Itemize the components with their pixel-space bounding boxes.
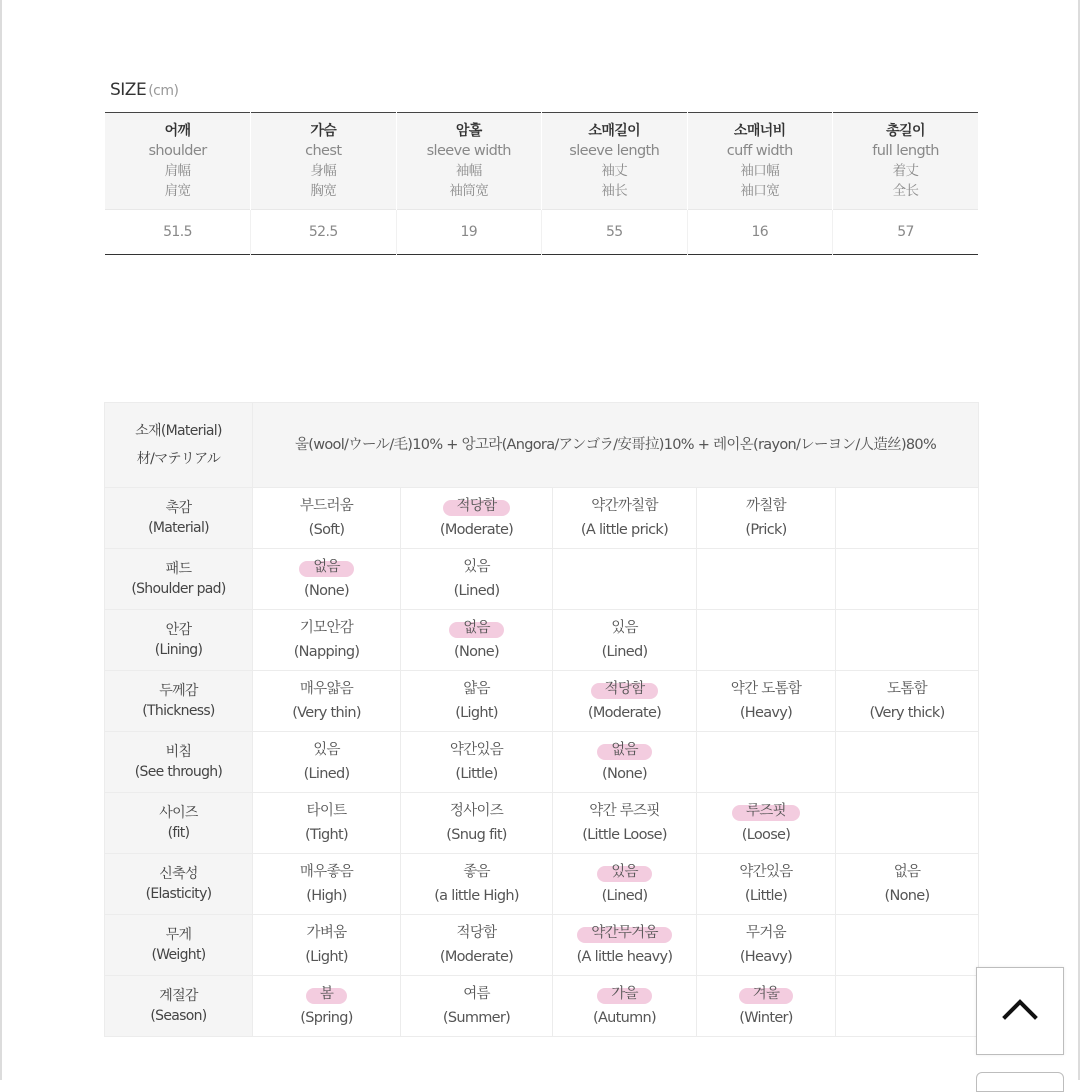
option-ko: 매우얇음	[299, 681, 354, 697]
attribute-row	[105, 671, 979, 732]
option-cell-selected	[401, 610, 553, 671]
option-cell-selected	[553, 854, 697, 915]
option-en: (Little Loose)	[582, 827, 667, 843]
option-en: (Very thin)	[292, 705, 361, 721]
option-en: (None)	[884, 888, 930, 904]
option-cell	[253, 488, 401, 549]
option-en: (Lined)	[601, 888, 648, 904]
attribute-row	[105, 488, 979, 549]
empty-cell	[836, 793, 979, 854]
option-en: (Autumn)	[592, 1010, 656, 1026]
attribute-label-ko: 사이즈	[159, 805, 198, 821]
header-ko: 암홀	[455, 123, 482, 139]
empty-cell	[836, 610, 979, 671]
attribute-label	[105, 854, 253, 915]
size-value-sleeve-width: 19	[396, 210, 542, 255]
option-ko: 타이트	[306, 803, 347, 819]
option-ko: 적당함	[599, 677, 651, 701]
option-ko: 도톰함	[887, 681, 927, 697]
option-ko: 약간무거움	[585, 921, 664, 945]
option-ko: 없음	[893, 864, 921, 880]
attribute-label-en: (Material)	[148, 520, 209, 536]
option-en: (A little prick)	[580, 522, 669, 538]
option-ko: 있음	[605, 860, 644, 884]
option-ko: 없음	[307, 555, 346, 579]
size-title-label: SIZE	[110, 80, 147, 100]
option-cell	[401, 793, 553, 854]
header-jp: 肩幅	[164, 163, 191, 179]
option-cell	[836, 671, 979, 732]
scroll-top-button[interactable]	[976, 967, 1064, 1055]
option-en: (Spring)	[300, 1010, 353, 1026]
size-value-row	[105, 210, 978, 255]
attribute-label-ko: 안감	[165, 622, 192, 638]
header-cn: 胸宽	[310, 183, 337, 199]
option-en: (None)	[304, 583, 349, 599]
option-en: (Lined)	[601, 644, 648, 660]
size-header-sleeve-width	[396, 113, 542, 210]
option-cell	[697, 854, 836, 915]
option-cell	[553, 488, 697, 549]
option-en: (Light)	[455, 705, 498, 721]
attribute-label	[105, 793, 253, 854]
attribute-label-ko: 촉감	[165, 500, 192, 516]
header-jp: 着丈	[892, 163, 919, 179]
header-ko: 소매너비	[733, 123, 786, 139]
header-jp: 袖幅	[455, 163, 482, 179]
option-ko: 루즈핏	[740, 799, 792, 823]
option-cell	[553, 610, 697, 671]
attribute-row	[105, 732, 979, 793]
empty-cell	[836, 488, 979, 549]
header-en: full length	[872, 143, 939, 159]
option-en: (Light)	[305, 949, 348, 965]
option-ko: 약간 루즈핏	[589, 803, 660, 819]
size-value-shoulder: 51.5	[105, 210, 251, 255]
size-table	[105, 112, 978, 255]
option-cell	[253, 732, 401, 793]
option-ko: 약간 도톰함	[730, 681, 802, 697]
header-ko: 가슴	[310, 123, 337, 139]
attribute-label-en: (Elasticity)	[145, 886, 212, 902]
option-ko: 있음	[611, 620, 638, 636]
option-en: (Summer)	[442, 1010, 511, 1026]
header-ko: 총길이	[886, 123, 925, 139]
option-ko: 약간있음	[449, 742, 504, 758]
header-en: sleeve width	[426, 143, 511, 159]
option-cell	[697, 915, 836, 976]
option-en: (Lined)	[303, 766, 350, 782]
option-ko: 매우좋음	[299, 864, 354, 880]
option-en: (Tight)	[305, 827, 348, 843]
option-cell-selected	[697, 793, 836, 854]
option-ko: 있음	[313, 742, 340, 758]
option-en: (Soft)	[308, 522, 345, 538]
header-jp: 袖口幅	[740, 163, 780, 179]
option-cell	[253, 793, 401, 854]
empty-cell	[697, 732, 836, 793]
option-en: (Little)	[455, 766, 498, 782]
option-ko: 적당함	[456, 925, 497, 941]
attribute-row	[105, 854, 979, 915]
option-cell	[401, 854, 553, 915]
option-cell-selected	[553, 671, 697, 732]
attribute-row	[105, 976, 979, 1037]
attribute-label	[105, 671, 253, 732]
option-cell-selected	[253, 549, 401, 610]
option-en: (a little High)	[434, 888, 519, 904]
material-label-line1: 소재(Material)	[135, 423, 222, 439]
option-cell	[253, 854, 401, 915]
option-ko: 좋음	[463, 864, 490, 880]
option-en: (Lined)	[453, 583, 500, 599]
option-ko: 없음	[457, 616, 496, 640]
option-cell-selected	[553, 732, 697, 793]
size-header-shoulder	[105, 113, 251, 210]
attribute-label-en: (Shoulder pad)	[131, 581, 226, 597]
option-en: (Heavy)	[739, 705, 793, 721]
attribute-label-en: (Lining)	[154, 642, 203, 658]
attribute-label-ko: 비침	[165, 744, 192, 760]
option-cell	[401, 671, 553, 732]
option-cell	[401, 976, 553, 1037]
header-cn: 袖口宽	[740, 183, 780, 199]
secondary-floating-button[interactable]	[976, 1072, 1064, 1092]
empty-cell	[836, 915, 979, 976]
header-cn: 全长	[892, 183, 919, 199]
header-jp: 身幅	[310, 163, 337, 179]
attribute-row	[105, 549, 979, 610]
header-ko: 어깨	[164, 123, 191, 139]
option-cell	[253, 915, 401, 976]
attribute-label-en: (Season)	[150, 1008, 207, 1024]
option-ko: 여름	[463, 986, 490, 1002]
size-value-chest: 52.5	[251, 210, 397, 255]
size-header-chest	[251, 113, 397, 210]
option-cell	[253, 671, 401, 732]
attribute-label	[105, 549, 253, 610]
header-en: shoulder	[148, 143, 207, 159]
option-en: (Moderate)	[439, 949, 514, 965]
option-en: (Prick)	[745, 522, 787, 538]
page-edge-left	[0, 0, 2, 1080]
attribute-label	[105, 488, 253, 549]
option-cell	[697, 488, 836, 549]
option-en: (Moderate)	[439, 522, 514, 538]
option-cell	[401, 549, 553, 610]
attribute-row	[105, 915, 979, 976]
option-en: (Loose)	[741, 827, 791, 843]
attribute-row	[105, 793, 979, 854]
header-jp: 袖丈	[601, 163, 628, 179]
attribute-label-en: (See through)	[134, 764, 223, 780]
option-ko: 부드러움	[299, 498, 354, 514]
option-en: (Winter)	[739, 1010, 793, 1026]
size-header-cuff-width	[687, 113, 833, 210]
attribute-label	[105, 976, 253, 1037]
option-ko: 얇음	[463, 681, 490, 697]
header-cn: 袖长	[601, 183, 628, 199]
option-ko: 약간까칠함	[591, 498, 658, 514]
attribute-label-ko: 두께감	[159, 683, 198, 699]
material-value: 울(wool/ウール/毛)10% + 앙고라(Angora/アンゴラ/安哥拉)10% + 레이온(rayon/レーヨン/人造丝)80%	[253, 403, 979, 488]
header-en: cuff width	[726, 143, 793, 159]
attribute-label-en: (Thickness)	[142, 703, 215, 719]
empty-cell	[553, 549, 697, 610]
option-ko: 무거움	[746, 925, 786, 941]
size-header-full-length	[833, 113, 979, 210]
attribute-label-ko: 신축성	[159, 866, 198, 882]
option-cell	[836, 854, 979, 915]
option-en: (Snug fit)	[446, 827, 507, 843]
empty-cell	[836, 732, 979, 793]
attribute-label	[105, 732, 253, 793]
option-en: (High)	[306, 888, 347, 904]
option-ko: 가벼움	[306, 925, 347, 941]
option-ko: 가을	[605, 982, 644, 1006]
header-ko: 소매길이	[588, 123, 641, 139]
option-cell-selected	[401, 488, 553, 549]
empty-cell	[697, 610, 836, 671]
option-cell	[697, 671, 836, 732]
material-table	[104, 402, 979, 1037]
header-en: chest	[305, 143, 342, 159]
option-ko: 없음	[605, 738, 644, 762]
option-cell	[401, 915, 553, 976]
option-ko: 까칠함	[746, 498, 786, 514]
option-ko: 적당함	[451, 494, 503, 518]
material-label-line2: 材/マテリアル	[136, 451, 221, 467]
header-cn: 袖筒宽	[449, 183, 489, 199]
attribute-label-en: (fit)	[167, 825, 190, 841]
attribute-row	[105, 610, 979, 671]
option-cell-selected	[697, 976, 836, 1037]
option-cell-selected	[553, 915, 697, 976]
header-cn: 肩宽	[164, 183, 191, 199]
option-ko: 봄	[314, 982, 339, 1006]
option-en: (Very thick)	[869, 705, 945, 721]
option-cell-selected	[553, 976, 697, 1037]
empty-cell	[836, 976, 979, 1037]
option-en: (Napping)	[293, 644, 360, 660]
attribute-label	[105, 915, 253, 976]
attribute-label-ko: 무게	[165, 927, 192, 943]
material-label	[105, 403, 253, 488]
option-ko: 약간있음	[739, 864, 793, 880]
option-cell	[253, 610, 401, 671]
chevron-up-icon	[1002, 998, 1038, 1024]
material-table-body	[105, 403, 979, 1037]
option-cell	[553, 793, 697, 854]
size-value-sleeve-length: 55	[542, 210, 688, 255]
size-unit: (cm)	[148, 83, 179, 99]
size-value-cuff-width: 16	[687, 210, 833, 255]
empty-cell	[697, 549, 836, 610]
size-value-full-length: 57	[833, 210, 979, 255]
option-ko: 기모안감	[299, 620, 354, 636]
size-header-row	[105, 113, 978, 210]
option-cell	[401, 732, 553, 793]
option-en: (A little heavy)	[576, 949, 673, 965]
header-en: sleeve length	[569, 143, 660, 159]
size-header-sleeve-length	[542, 113, 688, 210]
option-en: (Heavy)	[739, 949, 793, 965]
material-row	[105, 403, 979, 488]
attribute-label-ko: 계절감	[159, 988, 198, 1004]
option-ko: 겨울	[747, 982, 786, 1006]
option-ko: 정사이즈	[449, 803, 504, 819]
option-en: (Little)	[744, 888, 788, 904]
option-en: (None)	[602, 766, 647, 782]
option-ko: 있음	[463, 559, 490, 575]
attribute-label-ko: 패드	[165, 561, 192, 577]
option-en: (None)	[454, 644, 499, 660]
attribute-label-en: (Weight)	[151, 947, 206, 963]
empty-cell	[836, 549, 979, 610]
option-en: (Moderate)	[587, 705, 662, 721]
attribute-label	[105, 610, 253, 671]
option-cell-selected	[253, 976, 401, 1037]
size-title	[110, 80, 178, 100]
